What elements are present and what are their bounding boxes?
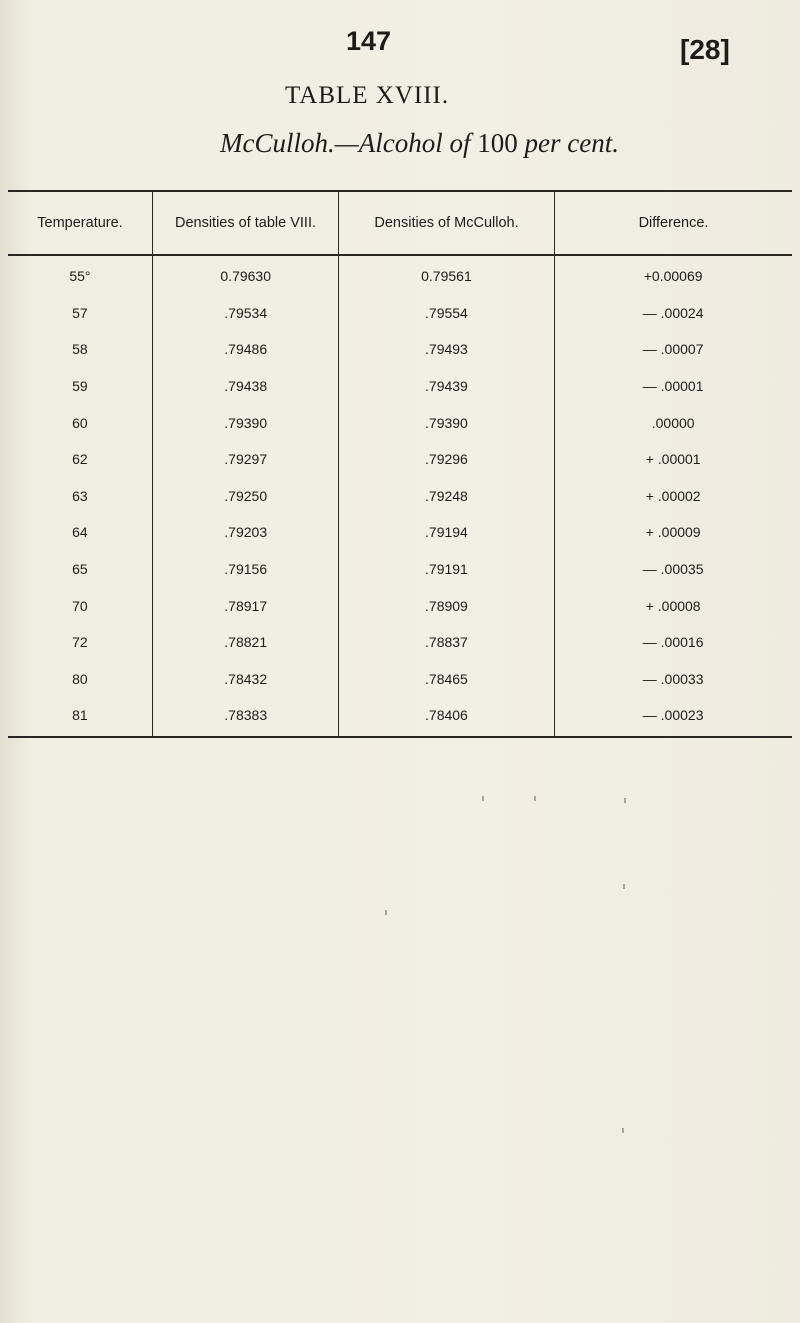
cell-density-table-viii: .79156 — [224, 561, 268, 578]
paper-speck — [482, 796, 484, 801]
cell-temperature: 70 — [72, 597, 88, 614]
paper-speck — [623, 884, 625, 889]
column-header-densities-table-viii: Densities of table VIII. — [174, 214, 317, 231]
cell-difference: — .00033 — [642, 670, 704, 687]
cell-temperature: 62 — [72, 451, 88, 468]
table-row — [8, 368, 792, 405]
table-body — [8, 258, 792, 734]
table-row — [8, 587, 792, 624]
table-row — [8, 514, 792, 551]
cell-difference: + .00009 — [645, 524, 701, 541]
table-row — [8, 404, 792, 441]
cell-density-mcculloh: .79194 — [425, 524, 468, 541]
table-row — [8, 331, 792, 368]
cell-density-mcculloh: .78909 — [425, 597, 468, 614]
subtitle-name: McCulloh. — [220, 128, 335, 158]
cell-temperature: 65 — [72, 561, 88, 578]
cell-density-mcculloh: .79191 — [425, 561, 468, 578]
cell-density-mcculloh: .78837 — [425, 634, 468, 651]
cell-density-mcculloh: .79493 — [425, 341, 468, 358]
cell-temperature: 63 — [72, 487, 88, 504]
cell-density-table-viii: .79486 — [224, 341, 268, 358]
cell-difference: + .00001 — [645, 451, 701, 468]
page-number: 147 — [346, 26, 392, 56]
table-row — [8, 624, 792, 661]
column-header-temperature: Temperature. — [37, 214, 123, 231]
cell-temperature: 81 — [72, 707, 88, 724]
table-row — [8, 478, 792, 515]
table-row — [8, 258, 792, 295]
cell-density-table-viii: .79534 — [224, 304, 268, 321]
table-row — [8, 551, 792, 588]
cell-difference: — .00007 — [642, 341, 704, 358]
table-row — [8, 441, 792, 478]
cell-density-table-viii: .78917 — [224, 597, 268, 614]
cell-density-mcculloh: .78406 — [425, 707, 468, 724]
cell-difference: + .00008 — [645, 597, 701, 614]
cell-difference: — .00023 — [642, 707, 704, 724]
cell-density-table-viii: .78383 — [224, 707, 268, 724]
cell-density-mcculloh: .79248 — [425, 487, 468, 504]
cell-density-table-viii: 0.79630 — [220, 268, 271, 285]
cell-difference: — .00035 — [642, 561, 704, 578]
cell-density-mcculloh: 0.79561 — [421, 268, 472, 285]
paper-speck — [624, 798, 626, 803]
cell-temperature: 72 — [72, 634, 88, 651]
table-subtitle — [220, 128, 619, 159]
cell-density-mcculloh: .79439 — [425, 378, 468, 395]
cell-density-mcculloh: .79554 — [425, 304, 468, 321]
cell-difference: + .00002 — [645, 487, 701, 504]
cell-density-mcculloh: .79296 — [425, 451, 468, 468]
table-bottom-rule — [8, 736, 792, 738]
column-header-difference: Difference. — [638, 214, 709, 231]
cell-density-table-viii: .79250 — [224, 487, 268, 504]
table-header-rule — [8, 254, 792, 256]
subtitle-text-a: Alcohol of — [358, 128, 478, 158]
table-row — [8, 697, 792, 734]
column-header-densities-mcculloh: Densities of McCulloh. — [374, 214, 519, 231]
cell-density-table-viii: .78432 — [224, 670, 268, 687]
table-row — [8, 295, 792, 332]
subtitle-dash: — — [334, 128, 359, 158]
cell-difference: — .00001 — [642, 378, 704, 395]
cell-density-mcculloh: .78465 — [425, 670, 468, 687]
cell-temperature: 59 — [72, 378, 88, 395]
cell-density-table-viii: .78821 — [224, 634, 268, 651]
cell-density-mcculloh: .79390 — [425, 414, 468, 431]
cell-temperature: 64 — [72, 524, 88, 541]
cell-temperature: 60 — [72, 414, 88, 431]
cell-temperature: 57 — [72, 304, 88, 321]
cell-density-table-viii: .79297 — [224, 451, 268, 468]
paper-speck — [622, 1128, 624, 1133]
cell-density-table-viii: .79438 — [224, 378, 268, 395]
cell-difference: — .00016 — [642, 634, 704, 651]
table-row — [8, 661, 792, 698]
cell-density-table-viii: .79390 — [224, 414, 268, 431]
cell-difference: .00000 — [651, 414, 695, 431]
paper-speck — [385, 910, 387, 915]
subtitle-text-b: per cent. — [517, 128, 619, 158]
section-number: [28] — [680, 34, 730, 65]
cell-temperature: 55° — [69, 268, 91, 285]
cell-temperature: 80 — [72, 670, 88, 687]
paper-speck — [534, 796, 536, 801]
cell-difference: +0.00069 — [643, 268, 703, 285]
subtitle-value: 100 — [477, 128, 518, 158]
cell-density-table-viii: .79203 — [224, 524, 268, 541]
table-title: TABLE XVIII. — [285, 82, 450, 109]
cell-difference: — .00024 — [642, 304, 704, 321]
cell-temperature: 58 — [72, 341, 88, 358]
